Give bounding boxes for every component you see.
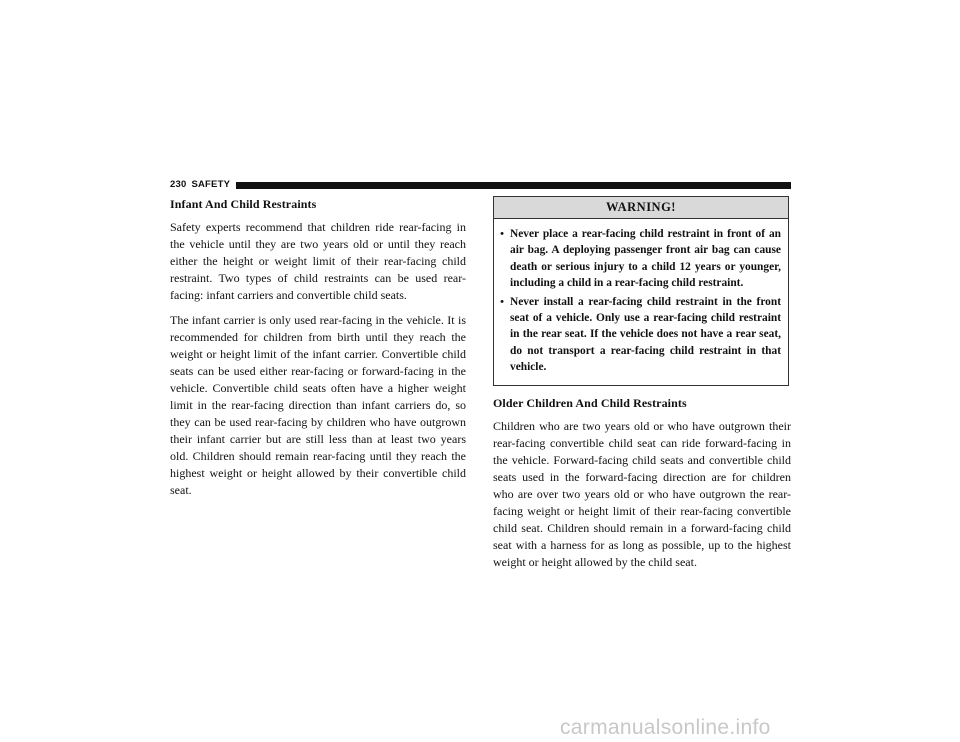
header-rule <box>236 182 791 189</box>
page-number: 230 <box>170 179 187 190</box>
left-column <box>170 196 466 507</box>
page-header <box>170 178 791 191</box>
bullet-icon: • <box>500 228 504 240</box>
infant-section-heading: Infant And Child Restraints <box>170 197 317 211</box>
bullet-icon: • <box>500 295 504 308</box>
right-column <box>493 196 791 579</box>
older-children-paragraph: Children who are two years old or who have outgrown their rear-facing convertible child seat can ride forward-facing in the vehicle. Forward-facing child seats and convertible child seats used in the forward-facing direction are for children who are over two years old or who have outgrown the rear-facing weight or height limit of their rear-facing convertible child seat. Children should remain in a forward-facing child seat with a harness for as long as possible, up to the highest weight or height allowed by the child seat. <box>493 418 791 569</box>
section-title: SAFETY <box>191 179 231 190</box>
warning-text: Never install a rear-facing child restraint in the front seat of a vehicle. Only use a rear-facing child restraint in the rear seat. If the vehicle does not have a rear seat, do not transport a rear-facing child restraint in that vehicle. <box>510 295 781 374</box>
watermark-logo: carmanualsonline.info <box>560 716 771 739</box>
warning-item <box>494 294 781 376</box>
infant-paragraph-2: The infant carrier is only used rear-facing in the vehicle. It is recommended for children from birth until they reach the weight or height limit of the infant carrier. Convertible child seats can be used either rear-facing or forward-facing in the vehicle. Convertible child seats often have a higher weight limit in the rear-facing direction than infant carriers do, so they can be used rear-facing by children who have outgrown their infant carrier but are still less than at least two years old. Children should remain rear-facing until they reach the highest weight or height allowed by their convertible child seat. <box>170 313 466 497</box>
warning-item <box>494 226 781 292</box>
older-children-heading: Older Children And Child Restraints <box>493 395 687 410</box>
warning-box <box>493 196 789 386</box>
infant-paragraph-1: Safety experts recommend that children ride rear-facing in the vehicle until they are two years old or until they reach either the height or weight limit of their rear-facing child restraint. Two types of child restraints can be used rear-facing: infant carriers and convertible child seats. <box>170 220 466 302</box>
warning-list <box>494 219 788 385</box>
warning-title: WARNING! <box>494 197 788 219</box>
warning-text: Never place a rear-facing child restraint in front of an air bag. A deploying passenger front air bag can cause death or serious injury to a child 12 years or younger, including a child in a rear-facing child restraint. <box>510 228 781 290</box>
